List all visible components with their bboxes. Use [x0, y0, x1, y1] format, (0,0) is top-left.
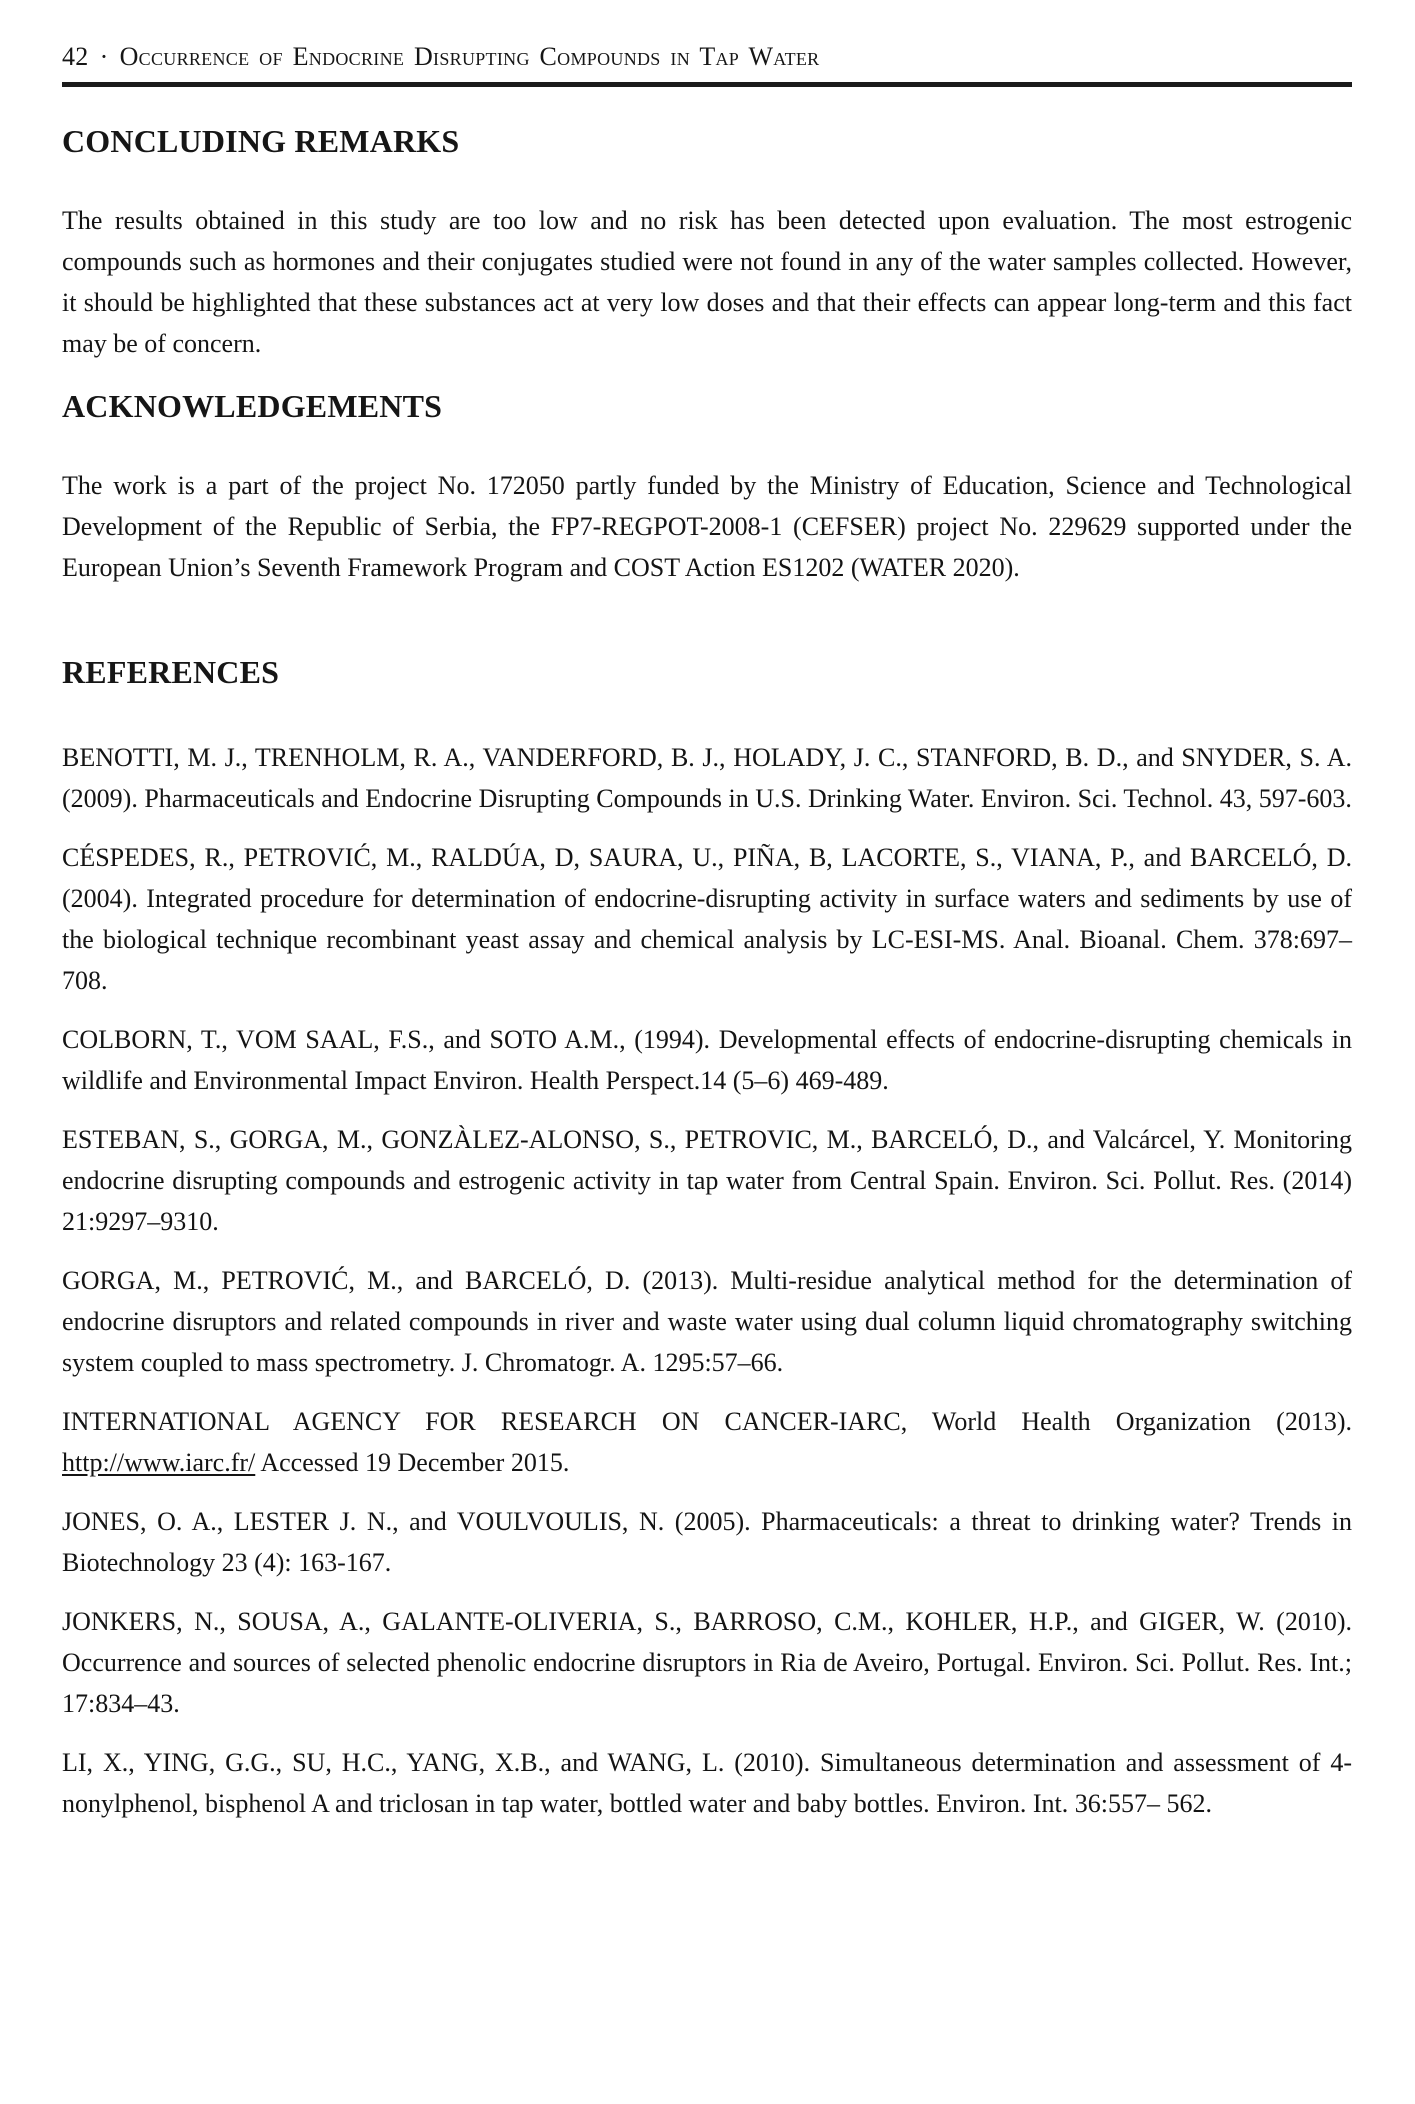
- reference-item-gorga: GORGA, M., PETROVIĆ, M., and BARCELÓ, D. (2013). Multi-residue analytical method for the determination of endocrine disruptors and related compounds in river and waste water using dual column liquid chromatography switching system coupled to mass spectrometry. J. Chromatogr. A. 1295:57–66.: [62, 1266, 1352, 1377]
- references-heading: REFERENCES: [62, 654, 280, 690]
- reference-item-benotti: BENOTTI, M. J., TRENHOLM, R. A., VANDERFORD, B. J., HOLADY, J. C., STANFORD, B. D., and SNYDER, S. A. (2009). Pharmaceuticals and Endocrine Disrupting Compounds in U.S. Drinking Water. Environ. Sci. Technol. 43, 597-603.: [62, 743, 1352, 813]
- iarc-url-link[interactable]: http://www.iarc.fr/: [62, 1448, 256, 1477]
- acknowledgements-paragraph: The work is a part of the project No. 172050 partly funded by the Ministry of Education, Science and Technological Development of the Republic of Serbia, the FP7-REGPOT-2008-1 (CEFSER) project No. 229629 supported under the European Union’s Seventh Framework Program and COST Action ES1202 (WATER 2020).: [62, 471, 1352, 582]
- reference-item-colborn: COLBORN, T., VOM SAAL, F.S., and SOTO A.M., (1994). Developmental effects of endocrine-disrupting chemicals in wildlife and Environmental Impact Environ. Health Perspect.14 (5–6) 469-489.: [62, 1025, 1352, 1095]
- reference-item-jones: JONES, O. A., LESTER J. N., and VOULVOULIS, N. (2005). Pharmaceuticals: a threat to drinking water? Trends in Biotechnology 23 (4): 163-167.: [62, 1507, 1352, 1577]
- reference-item-li: LI, X., YING, G.G., SU, H.C., YANG, X.B., and WANG, L. (2010). Simultaneous determination and assessment of 4-nonylphenol, bisphenol A and triclosan in tap water, bottled water and baby bottles. Environ. Int. 36:557– 562.: [62, 1748, 1352, 1818]
- page-number: 42: [62, 42, 89, 71]
- running-head: [62, 42, 1352, 72]
- header-rule: [62, 82, 1352, 87]
- reference-text-pre: INTERNATIONAL AGENCY FOR RESEARCH ON CANCER-IARC, World Health Organization (2013).: [62, 1407, 1352, 1436]
- reference-item-iarc: [62, 1401, 1352, 1483]
- running-head-title: Occurrence of Endocrine Disrupting Compounds in Tap Water: [119, 42, 820, 71]
- concluding-remarks-heading: CONCLUDING REMARKS: [62, 123, 460, 159]
- acknowledgements-heading: ACKNOWLEDGEMENTS: [62, 388, 443, 424]
- reference-text-post: Accessed 19 December 2015.: [255, 1448, 570, 1477]
- reference-item-esteban: ESTEBAN, S., GORGA, M., GONZÀLEZ-ALONSO, S., PETROVIC, M., BARCELÓ, D., and Valcárcel, Y. Monitoring endocrine disrupting compounds and estrogenic activity in tap water from Central Spain. Environ. Sci. Pollut. Res. (2014) 21:9297–9310.: [62, 1125, 1352, 1236]
- header-separator: ·: [99, 42, 109, 71]
- reference-item-jonkers: JONKERS, N., SOUSA, A., GALANTE-OLIVERIA, S., BARROSO, C.M., KOHLER, H.P., and GIGER, W. (2010). Occurrence and sources of selected phenolic endocrine disruptors in Ria de Aveiro, Portugal. Environ. Sci. Pollut. Res. Int.; 17:834–43.: [62, 1607, 1352, 1718]
- concluding-remarks-paragraph: The results obtained in this study are too low and no risk has been detected upon evaluation. The most estrogenic compounds such as hormones and their conjugates studied were not found in any of the water samples collected. However, it should be highlighted that these substances act at very low doses and that their effects can appear long-term and this fact may be of concern.: [62, 206, 1352, 358]
- reference-item-cespedes: CÉSPEDES, R., PETROVIĆ, M., RALDÚA, D, SAURA, U., PIÑA, B, LACORTE, S., VIANA, P., and BARCELÓ, D. (2004). Integrated procedure for determination of endocrine-disrupting activity in surface waters and sediments by use of the biological technique recombinant yeast assay and chemical analysis by LC-ESI-MS. Anal. Bioanal. Chem. 378:697–708.: [62, 843, 1352, 995]
